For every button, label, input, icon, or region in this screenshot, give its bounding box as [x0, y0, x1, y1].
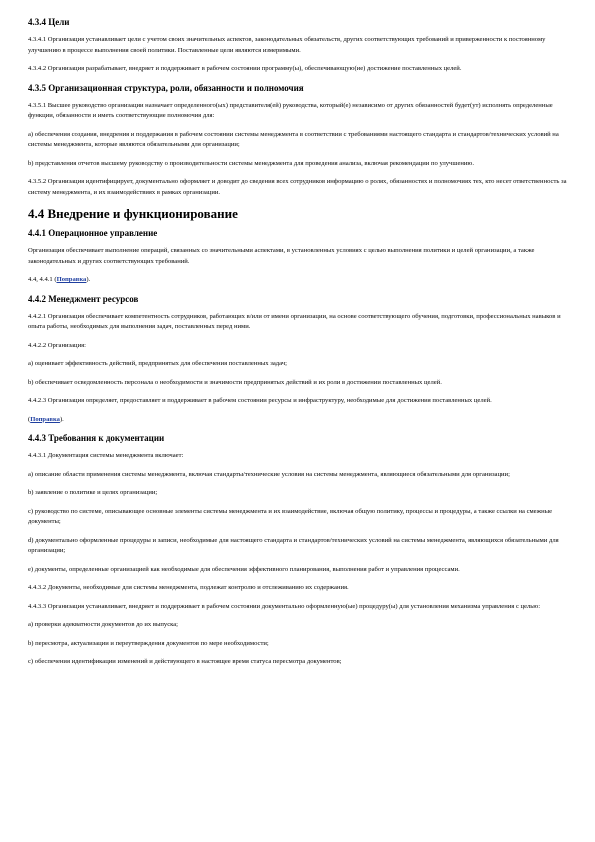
- paragraph: b) представления отчетов высшему руководству о производительности системы менеджмента для проведения анализа, включая рекомендации по улучшению.: [28, 159, 475, 167]
- paragraph: e) документы, определенные организацией как необходимые для обеспечения эффективного планирования, выполнения работ и управления процессами.: [28, 565, 460, 573]
- section-heading: 4.4.2 Менеджмент ресурсов: [28, 293, 139, 304]
- paragraph: 4.3.5.1 Высшее руководство организации назначает определенного(ых) представителя(ей) руководства, который(е) независимо от других обязанностей будет(ут) исполнять определенные функции, обязанности и иметь соответствующие полномочия для:: [28, 101, 553, 119]
- section-heading: 4.3.5 Организационная структура, роли, обязанности и полномочия: [28, 82, 304, 93]
- paragraph-text: ).: [59, 415, 64, 423]
- paragraph: 4.3.4.1 Организация устанавливает цели с учетом своих значительных аспектов, законодательных обязательств, других соответствующих требований и приверженности к постоянному улучшению в процессе выполнения своей политики. Поставленные цели являются измеримыми.: [28, 36, 546, 54]
- section-heading: 4.4 Внедрение и функционирование: [28, 206, 238, 221]
- paragraph: c) обеспечения идентификации изменений и действующего в настоящее время статуса пересмотра документов;: [28, 658, 342, 665]
- paragraph-text: (: [28, 415, 31, 423]
- document-page: [28, 14, 569, 676]
- paragraph: 4.4.3.3 Организация устанавливает, внедряет и поддерживает в рабочем состоянии документально оформленную(ые) процедуру(ы) для установления механизма управления с целью:: [28, 602, 541, 610]
- paragraph: 4.4.2.1 Организация обеспечивает компетентность сотрудников, работающих в/или от имени организации, на основе соответствующего обучения, подготовки, профессиональных навыков и опыта работы, необходимых для выполнения задач, поставленных перед ними.: [28, 312, 561, 330]
- paragraph: Организация обеспечивает выполнение операций, связанных со значительными аспектами, в установленных условиях с целью выполнения политики и целей организации, а также законодательных и других соответствующих требований.: [28, 247, 535, 265]
- paragraph: a) проверки адекватности документов до их выпуска;: [28, 621, 179, 628]
- paragraph: [28, 275, 569, 286]
- paragraph: 4.3.4.2 Организация разрабатывает, внедряет и поддерживает в рабочем состоянии программу(ы), обеспечивающую(ие) достижение поставленных целей.: [28, 65, 462, 72]
- paragraph: d) документально оформленные процедуры и записи, необходимые для настоящего стандарта и стандартов/технических условий на системы менеджмента, являющихся обязательными для организации;: [28, 536, 559, 554]
- amendment-link[interactable]: Поправка: [56, 276, 87, 283]
- paragraph: b) пересмотра, актуализации и переутверждения документов по мере необходимости;: [28, 639, 269, 647]
- paragraph: b) заявление о политике и целях организации;: [28, 489, 158, 496]
- paragraph-text: ).: [86, 276, 91, 283]
- paragraph: 4.4.3.1 Документация системы менеджмента включает:: [28, 452, 184, 459]
- paragraph: b) обеспечивает осведомленность персонала о необходимости и значимости предпринятых действий и их роли в достижении поставленных целей.: [28, 378, 442, 386]
- paragraph: [28, 415, 569, 426]
- paragraph: 4.3.5.2 Организация идентифицирует, документально оформляет и доводит до сведения всех сотрудников информацию о ролях, обязанностях и полномочиях тех, кто несет ответственность за систему менеджмента, и их взаимодействиях в рамках организации.: [28, 178, 567, 196]
- paragraph-text: 4.4, 4.4.1 (: [28, 276, 57, 283]
- paragraph: 4.4.2.2 Организация:: [28, 341, 86, 349]
- section-heading: 4.4.3 Требования к документации: [28, 433, 165, 443]
- paragraph: 4.4.2.3 Организация определяет, предоставляет и поддерживает в рабочем состоянии ресурсы и инфраструктуру, необходимые для достижения поставленных целей.: [28, 397, 492, 404]
- paragraph: a) описание области применения системы менеджмента, включая стандарты/технические условия на системы менеджмента, являющиеся обязательными для организации;: [28, 470, 510, 478]
- section-heading: 4.4.1 Операционное управление: [28, 228, 158, 238]
- paragraph: a) обеспечения создания, внедрения и поддержания в рабочем состоянии системы менеджмента в соответствии с требованиями настоящего стандарта и стандартов/технических условий на системы менеджмента, которые являются обязательными для организации;: [28, 130, 559, 148]
- section-heading: 4.3.4 Цели: [28, 17, 70, 27]
- amendment-link[interactable]: Поправка: [30, 415, 60, 423]
- paragraph: a) оценивает эффективность действий, предпринятых для обеспечения поставленных задач;: [28, 360, 287, 367]
- paragraph: 4.4.3.2 Документы, необходимые для системы менеджмента, подлежат контролю и отслеживанию их содержания.: [28, 584, 349, 591]
- paragraph: c) руководство по системе, описывающее основные элементы системы менеджмента и их взаимодействие, включая общую политику, процессы и процедуры, а также ссылки на смежные документы;: [28, 507, 553, 525]
